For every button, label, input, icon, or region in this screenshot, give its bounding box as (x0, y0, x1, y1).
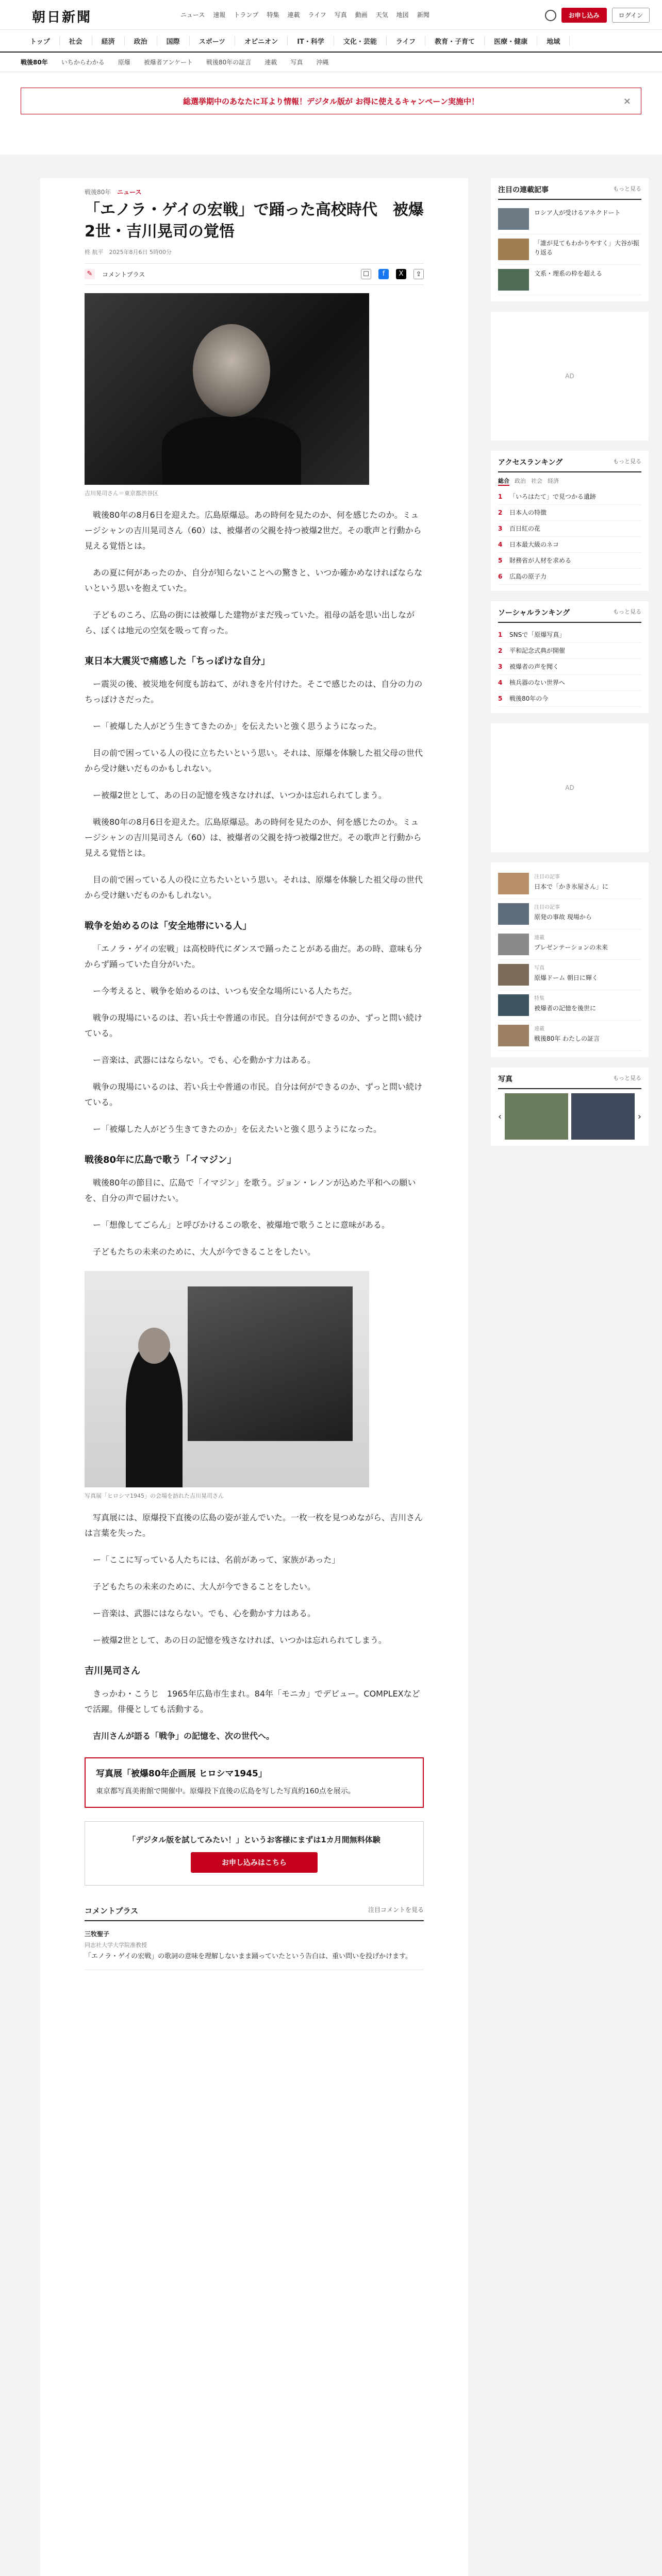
ranking-item[interactable]: 2 平和記念式典が開催 (498, 643, 641, 659)
top-nav-item[interactable]: トランプ (234, 11, 259, 19)
paragraph: ー被爆2世として、あの日の記憶を残さなければ、いつかは忘れられてしまう。 (93, 790, 387, 800)
item-title: 原発の事故 現場から (534, 913, 592, 921)
sub-nav-item[interactable]: 戦後80年の証言 (206, 59, 252, 66)
item-kicker: 注目の記事 (534, 874, 560, 880)
comment-item (85, 1921, 424, 1970)
sub-nav-item[interactable]: 原爆 (118, 59, 130, 66)
more-link[interactable]: もっと見る (613, 185, 641, 192)
closing-text: 吉川さんが語る「戦争」の記憶を、次の世代へ。 (93, 1731, 275, 1741)
thumbnail (498, 934, 529, 955)
ranking-title: 日本最大級のネコ (509, 541, 559, 548)
access-ranking (491, 451, 649, 591)
ranking-title: SNSで「原爆写真」 (509, 631, 566, 638)
visitor-head (138, 1328, 170, 1364)
sub-nav-current[interactable]: 戦後80年 (21, 59, 48, 66)
item-title: 「誰が見てもわかりやすく」大谷が振り返る (534, 240, 640, 256)
paragraph: 子どもたちの未来のために、大人が今できることをしたい。 (93, 1582, 316, 1591)
top-nav-item[interactable]: 連載 (287, 11, 300, 19)
list-item[interactable] (498, 234, 641, 265)
sub-nav-item[interactable]: 連載 (264, 59, 277, 66)
ranking-tab[interactable]: 総合 (498, 477, 509, 486)
category-tab[interactable]: IT・科学 (288, 36, 334, 46)
sidebar-heading: ソーシャルランキング (498, 609, 570, 617)
ranking-item[interactable]: 5 財務省が人材を求める (498, 553, 641, 569)
box-title: 写真展「被爆80年企画展 ヒロシマ1945」 (96, 1769, 267, 1779)
ranking-item[interactable]: 4 日本最大級のネコ (498, 537, 641, 553)
chevron-left-icon[interactable]: ‹ (498, 1111, 502, 1122)
list-item[interactable] (498, 869, 641, 899)
ranking-title: 「いろはたて」で見つかる遺跡 (509, 493, 597, 500)
top-nav (180, 10, 429, 19)
top-nav-item[interactable]: 地図 (396, 11, 409, 19)
top-nav-item[interactable]: 動画 (355, 11, 368, 19)
ad-slot[interactable]: AD (491, 723, 649, 852)
thumbnail (498, 269, 529, 291)
paragraph: ー「ここに写っている人たちには、名前があって、家族があった」 (93, 1555, 340, 1565)
visitor-figure (126, 1343, 183, 1487)
paragraph: ー「想像してごらん」と呼びかけるこの歌を、被爆地で歌うことに意味がある。 (93, 1220, 390, 1230)
ranking-title: 日本人の特徴 (509, 509, 547, 516)
comment-plus-link[interactable]: コメントプラス (102, 270, 145, 278)
ranking-item[interactable]: 1 SNSで「原爆写真」 (498, 627, 641, 643)
commenter-role: 同志社大学大学院准教授 (85, 1942, 147, 1948)
section-heading: 吉川晃司さん (85, 1666, 140, 1676)
carousel-image[interactable] (505, 1093, 568, 1140)
ranking-title: 核兵器のない世界へ (509, 679, 566, 686)
paragraph: ー震災の後、被災地を何度も訪ねて、がれきを片付けた。そこで感じたのは、自分の力のちっぽけさだった。 (85, 679, 423, 704)
item-title: プレゼンテーションの未来 (534, 944, 608, 951)
site-logo[interactable]: 朝日新聞 (32, 10, 92, 25)
sub-nav-item[interactable]: 被爆者アンケート (143, 59, 193, 66)
comments-more-link[interactable]: 注目コメントを見る (368, 1906, 424, 1913)
paragraph: ー被爆2世として、あの日の記憶を残さなければ、いつかは忘れられてしまう。 (93, 1635, 387, 1645)
comments-header (85, 1901, 424, 1921)
search-icon[interactable] (545, 10, 556, 21)
social-ranking (491, 601, 649, 713)
trial-promo (85, 1821, 424, 1886)
list-item[interactable] (498, 204, 641, 234)
category-tab[interactable]: トップ (21, 36, 60, 46)
breadcrumb (85, 188, 424, 196)
list-item[interactable] (498, 960, 641, 990)
ranking-title: 財務省が人材を求める (509, 557, 572, 564)
sidebar (491, 178, 649, 1156)
x-icon[interactable]: X (396, 269, 406, 279)
exhibition-info-box (85, 1757, 424, 1808)
category-tab[interactable]: スポーツ (190, 36, 235, 46)
article-title: 「エノラ・ゲイの宏戦」で踊った高校時代 被爆2世・吉川晃司の覚悟 (85, 201, 424, 241)
item-title: 日本で「かき氷屋さん」に (534, 883, 609, 890)
paragraph: ー今考えると、戦争を始めるのは、いつも安全な場所にいる人たちだ。 (93, 986, 357, 996)
top-nav-item[interactable]: 新聞 (417, 11, 429, 19)
category-tab[interactable]: 医療・健康 (485, 36, 537, 46)
sidebar-heading: 注目の連載記事 (498, 186, 549, 194)
section-heading: 戦後80年に広島で歌う「イマジン」 (85, 1155, 237, 1165)
thumbnail (498, 239, 529, 260)
exhibition-photo (85, 1271, 369, 1487)
ranking-title: 広島の原子力 (509, 573, 547, 580)
ranking-item[interactable]: 4 核兵器のない世界へ (498, 675, 641, 691)
facebook-icon[interactable]: f (378, 269, 389, 279)
category-tab[interactable]: ライフ (387, 36, 425, 46)
paragraph: 「エノラ・ゲイの宏戦」は高校時代にダンスで踊ったことがある曲だ。あの時、意味も分からず踊っていた自分がいた。 (85, 944, 422, 969)
paragraph: 戦後80年の8月6日を迎えた。広島原爆忌。あの時何を見たのか、何を感じたのか。ミュージシャンの吉川晃司さん（60）は、被爆者の父親を持つ被爆2世だ。その歌声と行動から見える覚悟とは。 (85, 510, 422, 551)
campaign-banner[interactable] (21, 88, 641, 114)
ranking-item[interactable]: 1 「いろはたて」で見つかる遺跡 (498, 489, 641, 505)
box-text: 東京都写真美術館で開催中。原爆投下直後の広島を写した写真約160点を展示。 (96, 1787, 355, 1795)
category-tab[interactable]: 社会 (60, 36, 92, 46)
thumbnail (498, 964, 529, 986)
portrait-face (193, 324, 270, 417)
campaign-text: 総選挙期中のあなたに耳より情報！デジタル版が お得に使えるキャンペーン実施中！ (183, 96, 479, 106)
photo-carousel (491, 1067, 649, 1146)
ranking-tabs (498, 477, 641, 486)
more-link[interactable]: もっと見る (613, 458, 641, 465)
ranking-tab[interactable]: 政治 (515, 478, 526, 484)
thumbnail (498, 873, 529, 894)
sub-nav (0, 53, 662, 72)
top-nav-item[interactable]: ライフ (308, 11, 326, 19)
commenter-name[interactable]: 三牧聖子 (85, 1930, 110, 1938)
featured-series (491, 178, 649, 301)
ranking-item[interactable]: 6 広島の原子力 (498, 569, 641, 585)
category-tab[interactable]: 政治 (125, 36, 157, 46)
portrait-photo (85, 293, 369, 485)
article-tag[interactable]: ニュース (117, 189, 142, 196)
trial-text: 「デジタル版を試してみたい！」というお客様にまずは1カ月間無料体験 (128, 1835, 380, 1844)
paragraph: ー「被爆した人がどう生きてきたのか」を伝えたいと強く思うようになった。 (93, 1124, 382, 1134)
paragraph: ー音楽は、武器にはならない。でも、心を動かす力はある。 (93, 1608, 316, 1618)
top-nav-item[interactable]: ニュース (180, 11, 205, 19)
paragraph: 戦争の現場にいるのは、若い兵士や普通の市民。自分は何ができるのか、ずっと問い続けている。 (85, 1082, 423, 1107)
item-kicker: 連載 (534, 935, 544, 941)
category-tab[interactable]: 国際 (157, 36, 190, 46)
paragraph: ー音楽は、武器にはならない。でも、心を動かす力はある。 (93, 1055, 316, 1065)
carousel-image[interactable] (571, 1093, 635, 1140)
thumbnail (498, 903, 529, 925)
more-link[interactable]: もっと見る (613, 608, 641, 615)
sidebar-heading: アクセスランキング (498, 459, 563, 467)
ranking-item[interactable]: 2 日本人の特徴 (498, 505, 641, 521)
item-title: 被爆者の記憶を後世に (534, 1005, 597, 1012)
ranking-tab[interactable]: 経済 (548, 478, 559, 484)
subscribe-button[interactable]: お申し込み (561, 8, 607, 23)
list-item[interactable] (498, 1021, 641, 1051)
paragraph: 子どものころ、広島の街には被爆した建物がまだ残っていた。祖母の話を思い出しながら、ぼくは地元の空気を吸って育った。 (85, 610, 415, 635)
item-kicker: 連載 (534, 1026, 544, 1032)
profile-text: きっかわ・こうじ 1965年広島市生まれ。84年「モニカ」でデビュー。COMPLEXなどで活躍。俳優としても活動する。 (85, 1689, 420, 1714)
ranking-title: 戦後80年の今 (509, 695, 549, 702)
ranking-item[interactable]: 3 被爆者の声を聞く (498, 659, 641, 675)
sub-nav-item[interactable]: 写真 (290, 59, 303, 66)
paragraph: 子どもたちの未来のために、大人が今できることをしたい。 (93, 1247, 316, 1257)
thumbnail (498, 994, 529, 1016)
paragraph: 戦後80年の8月6日を迎えた。広島原爆忌。あの時何を見たのか、何を感じたのか。ミュージシャンの吉川晃司さん（60）は、被爆者の父親を持つ被爆2世だ。その歌声と行動から見える覚悟とは。 (85, 817, 422, 858)
top-nav-item[interactable]: 写真 (334, 11, 347, 19)
sidebar-heading: 写真 (498, 1075, 512, 1083)
section-heading: 戦争を始めるのは「安全地帯にいる人」 (85, 921, 252, 931)
item-kicker: 写真 (534, 965, 544, 971)
top-nav-item[interactable]: 特集 (267, 11, 279, 19)
category-tab[interactable]: 教育・子育て (425, 36, 485, 46)
article-toolbar (85, 263, 424, 285)
paragraph: 写真展には、原爆投下直後の広島の姿が並んでいた。一枚一枚を見つめながら、吉川さんは言葉を失った。 (85, 1513, 423, 1538)
ranking-title: 平和記念式典が開催 (509, 647, 566, 654)
ranking-tab[interactable]: 社会 (531, 478, 542, 484)
ranking-title: 百日紅の花 (509, 525, 541, 532)
chevron-right-icon[interactable]: › (637, 1111, 641, 1122)
sub-nav-item[interactable]: いちからわかる (61, 59, 105, 66)
picks-list (491, 862, 649, 1057)
category-tab[interactable]: 地域 (537, 36, 570, 46)
item-title: 戦後80年 わたしの証言 (534, 1035, 600, 1042)
category-tab[interactable]: 経済 (92, 36, 125, 46)
ad-slot[interactable]: AD (491, 312, 649, 440)
item-title: 原爆ドーム 朝日に輝く (534, 974, 598, 981)
article-meta: 柊 航平 2025年8月6日 5時00分 (85, 249, 172, 256)
comment-icon[interactable]: ✎ (85, 269, 95, 279)
item-title: 文系・理系の枠を超える (534, 270, 603, 277)
paragraph: あの夏に何があったのか、自分が知らないことへの驚きと、いつか確かめなければならないという思いを抱えていた。 (85, 568, 423, 593)
breadcrumb-item[interactable]: 戦後80年 (85, 189, 111, 196)
article (40, 178, 468, 2576)
ranking-item[interactable]: 5 戦後80年の今 (498, 691, 641, 707)
login-button[interactable]: ログイン (612, 8, 650, 23)
photo-caption: 吉川晃司さん＝東京都渋谷区 (85, 490, 158, 497)
portrait-body (162, 417, 301, 485)
item-kicker: 注目の記事 (534, 905, 560, 910)
section-heading: 東日本大震災で痛感した「ちっぽけな自分」 (85, 656, 270, 667)
category-nav (0, 30, 662, 53)
item-kicker: 特集 (534, 996, 544, 1002)
more-link[interactable]: もっと見る (613, 1075, 641, 1081)
ranking-title: 被爆者の声を聞く (509, 663, 559, 670)
comments-title: コメントプラス (85, 1906, 139, 1916)
trial-apply-button[interactable]: お申し込みはこちら (191, 1852, 318, 1873)
comment-text: 「エノラ・ゲイの宏戦」の歌詞の意味を理解しないまま踊っていたという告白は、重い問いを投げかけます。 (85, 1953, 412, 1960)
category-tab[interactable]: オピニオン (235, 36, 288, 46)
paragraph: 目の前で困っている人の役に立ちたいという思い。それは、原爆を体験した祖父母の世代から受け継いだものかもしれない。 (85, 875, 423, 900)
list-item[interactable] (498, 899, 641, 929)
page-header (0, 0, 662, 155)
ranking-item[interactable]: 3 百日紅の花 (498, 521, 641, 537)
paragraph: 戦争の現場にいるのは、若い兵士や普通の市民。自分は何ができるのか、ずっと問い続けている。 (85, 1013, 423, 1038)
sub-nav-item[interactable]: 沖縄 (316, 59, 329, 66)
list-item[interactable] (498, 265, 641, 295)
exhibit-print (188, 1286, 353, 1441)
top-nav-item[interactable]: 速報 (213, 11, 226, 19)
paragraph: 目の前で困っている人の役に立ちたいという思い。それは、原爆を体験した祖父母の世代から受け継いだものかもしれない。 (85, 748, 423, 773)
thumbnail (498, 1025, 529, 1046)
item-title: ロシア人が受けるアネクドート (534, 209, 621, 216)
category-tab[interactable]: 文化・芸能 (334, 36, 387, 46)
share-icon[interactable]: ⇪ (413, 269, 424, 279)
list-item[interactable] (498, 990, 641, 1021)
close-icon[interactable]: × (623, 95, 631, 107)
paragraph: ー「被爆した人がどう生きてきたのか」を伝えたいと強く思うようになった。 (93, 721, 382, 731)
top-nav-item[interactable]: 天気 (375, 11, 388, 19)
bookmark-icon[interactable]: ☐ (361, 269, 371, 279)
list-item[interactable] (498, 929, 641, 960)
paragraph: 戦後80年の節目に、広島で「イマジン」を歌う。ジョン・レノンが込めた平和への願いを、自分の声で届けたい。 (85, 1178, 416, 1203)
thumbnail (498, 208, 529, 230)
photo-caption: 写真展「ヒロシマ1945」の会場を訪れた吉川晃司さん (85, 1493, 224, 1499)
